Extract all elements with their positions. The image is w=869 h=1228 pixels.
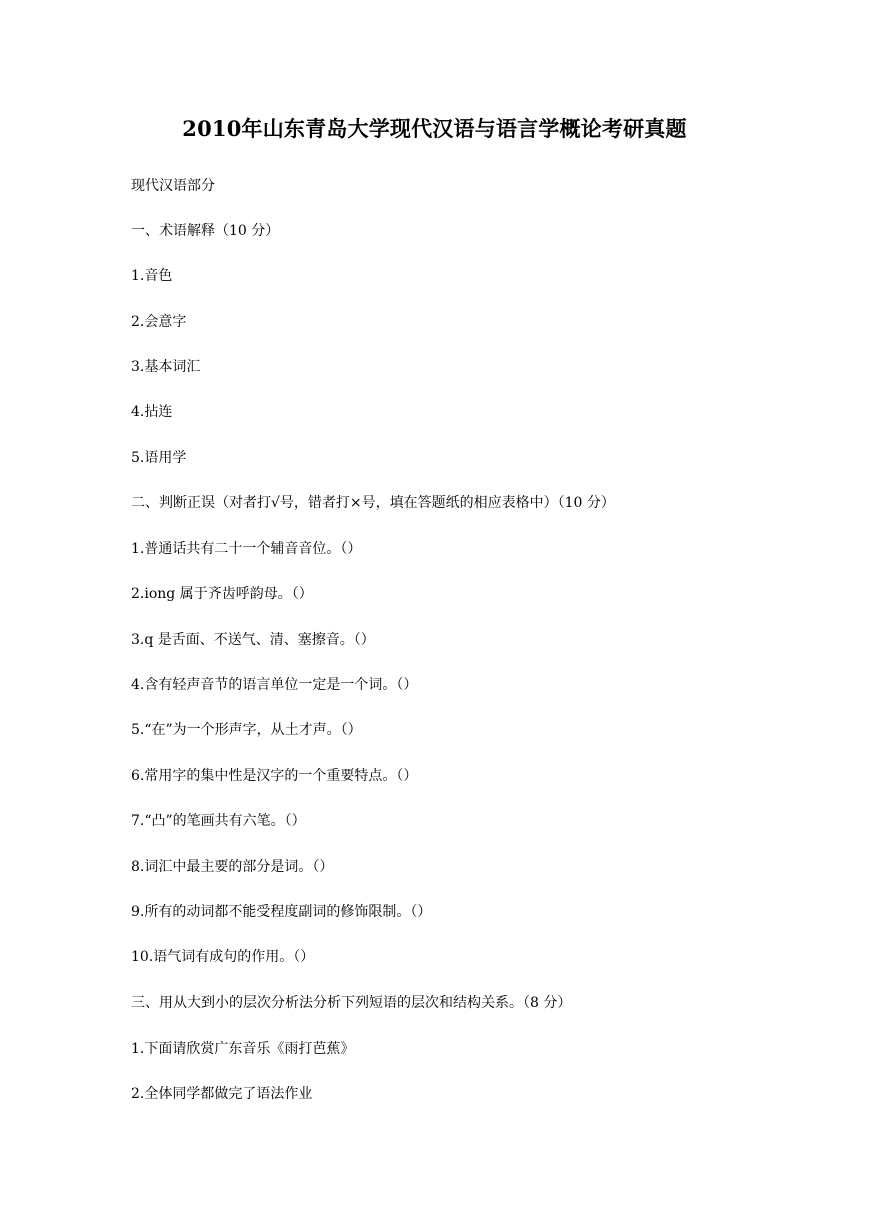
analysis-item: 1.下面请欣赏广东音乐《雨打芭蕉》 [131,1041,355,1057]
true-false-item: 2.iong 属于齐齿呼韵母。（） [131,586,313,602]
true-false-item: 10.语气词有成句的作用。（） [131,949,315,965]
question-heading-terms: 一、术语解释（10 分） [131,223,280,239]
term-item: 3.基本词汇 [131,359,201,375]
true-false-item: 9.所有的动词都不能受程度副词的修饰限制。（） [131,904,432,920]
section-heading-modern-chinese: 现代汉语部分 [131,178,215,194]
true-false-item: 5.“在”为一个形声字，从土才声。（） [131,722,362,738]
true-false-item: 8.词汇中最主要的部分是词。（） [131,859,334,875]
term-item: 4.拈连 [131,404,173,420]
true-false-item: 1.普通话共有二十一个辅音音位。（） [131,541,362,557]
analysis-item: 2.全体同学都做完了语法作业 [131,1086,313,1102]
question-heading-true-false: 二、判断正误（对者打√号，错者打×号，填在答题纸的相应表格中）（10 分） [131,495,615,511]
term-item: 5.语用学 [131,450,187,466]
true-false-item: 4.含有轻声音节的语言单位一定是一个词。（） [131,677,418,693]
true-false-item: 3.q 是舌面、不送气、清、塞擦音。（） [131,632,375,648]
question-heading-analysis: 三、用从大到小的层次分析法分析下列短语的层次和结构关系。（8 分） [131,995,572,1011]
document-title: 2010年山东青岛大学现代汉语与语言学概论考研真题 [182,116,687,141]
term-item: 2.会意字 [131,314,187,330]
true-false-item: 7.“凸”的笔画共有六笔。（） [131,813,306,829]
true-false-item: 6.常用字的集中性是汉字的一个重要特点。（） [131,768,418,784]
term-item: 1.音色 [131,268,173,284]
